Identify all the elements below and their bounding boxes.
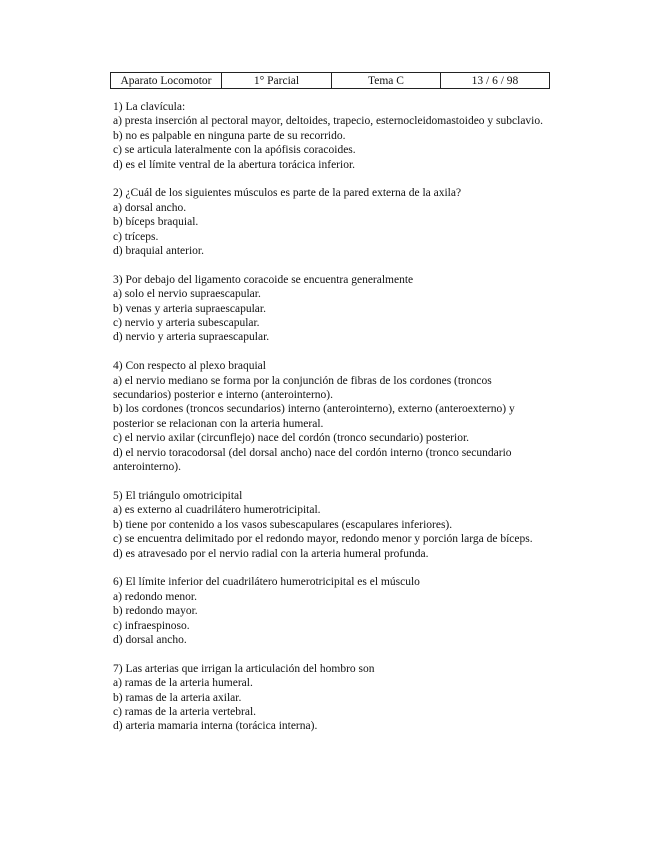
question-5 bbox=[113, 489, 545, 561]
option-d: d) el nervio toracodorsal (del dorsal ancho) nace del cordón interno (tronco secundario anterointerno). bbox=[113, 446, 512, 474]
option-c: c) ramas de la arteria vertebral. bbox=[113, 705, 257, 718]
option-d: d) braquial anterior. bbox=[113, 245, 205, 258]
exam-header-row bbox=[111, 73, 550, 89]
question-4 bbox=[113, 359, 545, 474]
option-c: c) infraespinoso. bbox=[113, 619, 190, 632]
option-d: d) es el límite ventral de la abertura torácica inferior. bbox=[113, 158, 356, 171]
header-topic: Tema C bbox=[332, 73, 441, 89]
question-7 bbox=[113, 662, 545, 734]
question-title: 1) La clavícula: bbox=[113, 101, 186, 113]
option-c: c) el nervio axilar (circunflejo) nace del cordón (tronco secundario) posterior. bbox=[113, 432, 470, 445]
exam-header-table bbox=[110, 72, 550, 89]
question-3 bbox=[113, 273, 545, 345]
header-date: 13 / 6 / 98 bbox=[441, 73, 550, 89]
option-a: a) dorsal ancho. bbox=[113, 201, 187, 214]
option-b: b) venas y arteria supraescapular. bbox=[113, 302, 266, 315]
option-c: c) se articula lateralmente con la apófisis coracoides. bbox=[113, 144, 356, 157]
question-title: 5) El triángulo omotricipital bbox=[113, 489, 243, 502]
question-title: 6) El límite inferior del cuadrilátero humerotricipital es el músculo bbox=[113, 576, 420, 589]
option-c: c) se encuentra delimitado por el redondo mayor, redondo menor y porción larga de bíceps. bbox=[113, 533, 533, 546]
option-d: d) nervio y arteria supraescapular. bbox=[113, 331, 270, 344]
header-subject: Aparato Locomotor bbox=[111, 73, 222, 89]
question-2 bbox=[113, 186, 545, 258]
option-c: c) nervio y arteria subescapular. bbox=[113, 317, 260, 330]
option-b: b) los cordones (troncos secundarios) interno (anterointerno), externo (anteroexterno) y posterior se relacionan con la arteria humeral. bbox=[113, 403, 515, 430]
question-title: 4) Con respecto al plexo braquial bbox=[113, 360, 266, 373]
option-a: a) presta inserción al pectoral mayor, deltoides, trapecio, esternocleidomastoideo y subclavio. bbox=[113, 115, 543, 128]
option-a: a) el nervio mediano se forma por la conjunción de fibras de los cordones (troncos secundarios) posterior e interno (anterointerno). bbox=[113, 374, 492, 402]
question-title: 2) ¿Cuál de los siguientes músculos es parte de la pared externa de la axila? bbox=[113, 187, 462, 200]
option-b: b) no es palpable en ninguna parte de su recorrido. bbox=[113, 129, 346, 142]
question-title: 7) Las arterias que irrigan la articulación del hombro son bbox=[113, 662, 375, 675]
option-d: d) dorsal ancho. bbox=[113, 633, 187, 646]
option-c: c) tríceps. bbox=[113, 230, 159, 243]
questions-list bbox=[113, 100, 545, 748]
option-a: a) es externo al cuadrilátero humerotricipital. bbox=[113, 504, 321, 517]
option-a: a) redondo menor. bbox=[113, 590, 197, 603]
option-d: d) es atravesado por el nervio radial con la arteria humeral profunda. bbox=[113, 547, 429, 560]
question-6 bbox=[113, 575, 545, 647]
option-a: a) solo el nervio supraescapular. bbox=[113, 288, 261, 301]
header-exam: 1° Parcial bbox=[222, 73, 332, 89]
option-d: d) arteria mamaria interna (torácica interna). bbox=[113, 720, 318, 733]
question-title: 3) Por debajo del ligamento coracoide se encuentra generalmente bbox=[113, 273, 414, 286]
option-b: b) redondo mayor. bbox=[113, 605, 198, 618]
option-a: a) ramas de la arteria humeral. bbox=[113, 677, 253, 690]
option-b: b) bíceps braquial. bbox=[113, 216, 199, 229]
question-1 bbox=[113, 100, 545, 172]
option-b: b) tiene por contenido a los vasos subescapulares (escapulares inferiores). bbox=[113, 518, 453, 531]
option-b: b) ramas de la arteria axilar. bbox=[113, 691, 242, 704]
